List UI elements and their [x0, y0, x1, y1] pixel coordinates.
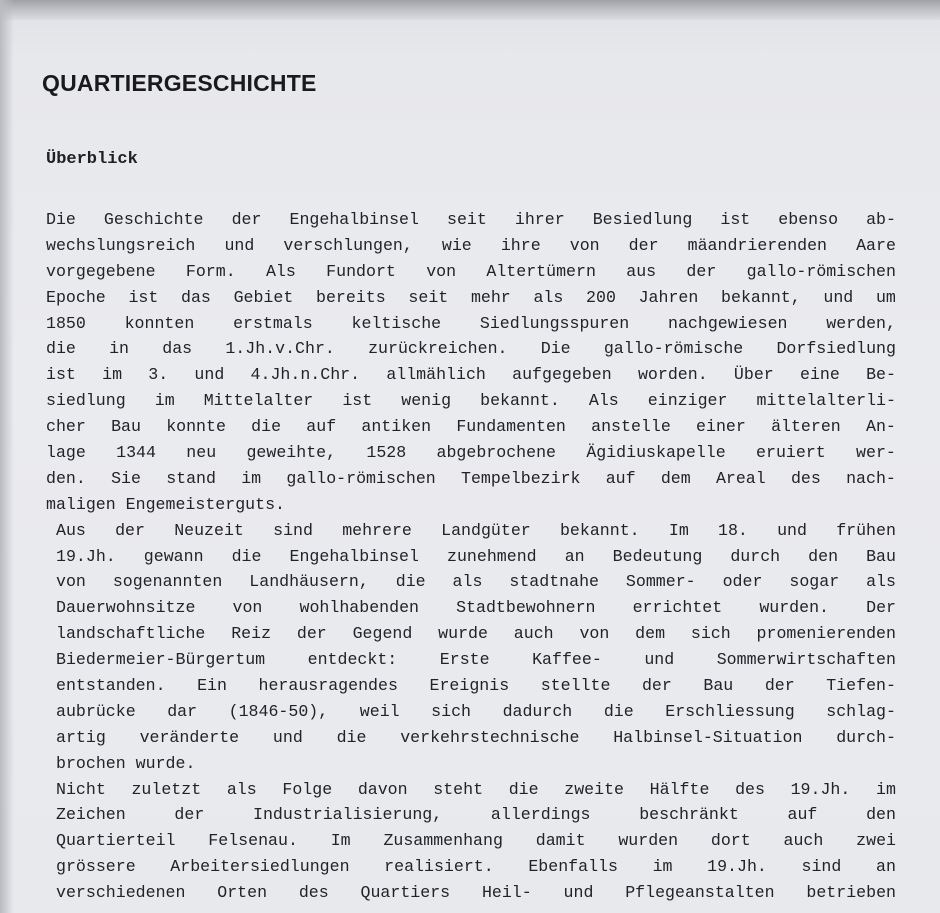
- page-top-edge: [0, 0, 940, 20]
- text-line: maligen Engemeisterguts.: [46, 494, 285, 514]
- text-line: cher Bau konnte die auf antiken Fundamenten anstelle einer älteren An-: [46, 417, 896, 437]
- text-line: artig veränderte und die verkehrstechnische Halbinsel-Situation durch-: [56, 727, 896, 747]
- text-line: Nicht zuletzt als Folge davon steht die zweite Hälfte des 19.Jh. im: [56, 779, 896, 799]
- text-line: verschiedenen Orten des Quartiers Heil- und Pflegeanstalten betrieben: [56, 883, 896, 903]
- text-line: Aus der Neuzeit sind mehrere Landgüter bekannt. Im 18. und frühen: [56, 520, 896, 540]
- text-line: Zeichen der Industrialisierung, allerdings beschränkt auf den: [56, 805, 896, 825]
- text-line: aubrücke dar (1846-50), weil sich dadurch die Erschliessung schlag-: [56, 701, 896, 721]
- page-left-shadow: [0, 0, 14, 913]
- text-line: siedlung im Mittelalter ist wenig bekannt. Als einziger mittelalterli-: [46, 391, 896, 411]
- text-line: vorgegebene Form. Als Fundort von Altertümern aus der gallo-römischen: [46, 261, 896, 281]
- text-line: 19.Jh. gewann die Engehalbinsel zunehmend an Bedeutung durch den Bau: [56, 546, 896, 566]
- text-line: Biedermeier-Bürgertum entdeckt: Erste Kaffee- und Sommerwirtschaften: [56, 650, 896, 670]
- section-heading: Überblick: [46, 150, 138, 169]
- text-line: entstanden. Ein herausragendes Ereignis stellte der Bau der Tiefen-: [56, 676, 896, 696]
- text-line: ist im 3. und 4.Jh.n.Chr. allmählich aufgegeben worden. Über eine Be-: [46, 365, 896, 385]
- text-line: die in das 1.Jh.v.Chr. zurückreichen. Die gallo-römische Dorfsiedlung: [46, 339, 896, 359]
- text-line: lage 1344 neu geweihte, 1528 abgebrochene Ägidiuskapelle eruiert wer-: [46, 443, 896, 463]
- page-title: QUARTIERGESCHICHTE: [42, 70, 317, 96]
- text-line: 1850 konnten erstmals keltische Siedlungsspuren nachgewiesen werden,: [46, 313, 896, 333]
- text-line: von sogenannten Landhäusern, die als stadtnahe Sommer- oder sogar als: [56, 572, 896, 592]
- text-line: den. Sie stand im gallo-römischen Tempelbezirk auf dem Areal des nach-: [46, 468, 896, 488]
- text-line: Dauerwohnsitze von wohlhabenden Stadtbewohnern errichtet wurden. Der: [56, 598, 896, 618]
- text-line: Epoche ist das Gebiet bereits seit mehr als 200 Jahren bekannt, und um: [46, 287, 896, 307]
- text-line: grössere Arbeitersiedlungen realisiert. Ebenfalls im 19.Jh. sind an: [56, 857, 896, 877]
- text-line: Die Geschichte der Engehalbinsel seit ihrer Besiedlung ist ebenso ab-: [46, 210, 896, 229]
- body-paragraphs: [46, 207, 896, 906]
- text-line: landschaftliche Reiz der Gegend wurde auch von dem sich promenierenden: [56, 624, 896, 644]
- text-line: wechslungsreich und verschlungen, wie ihre von der mäandrierenden Aare: [46, 235, 896, 255]
- text-line: brochen wurde.: [56, 753, 196, 773]
- text-line: Quartierteil Felsenau. Im Zusammenhang damit wurden dort auch zwei: [56, 831, 896, 851]
